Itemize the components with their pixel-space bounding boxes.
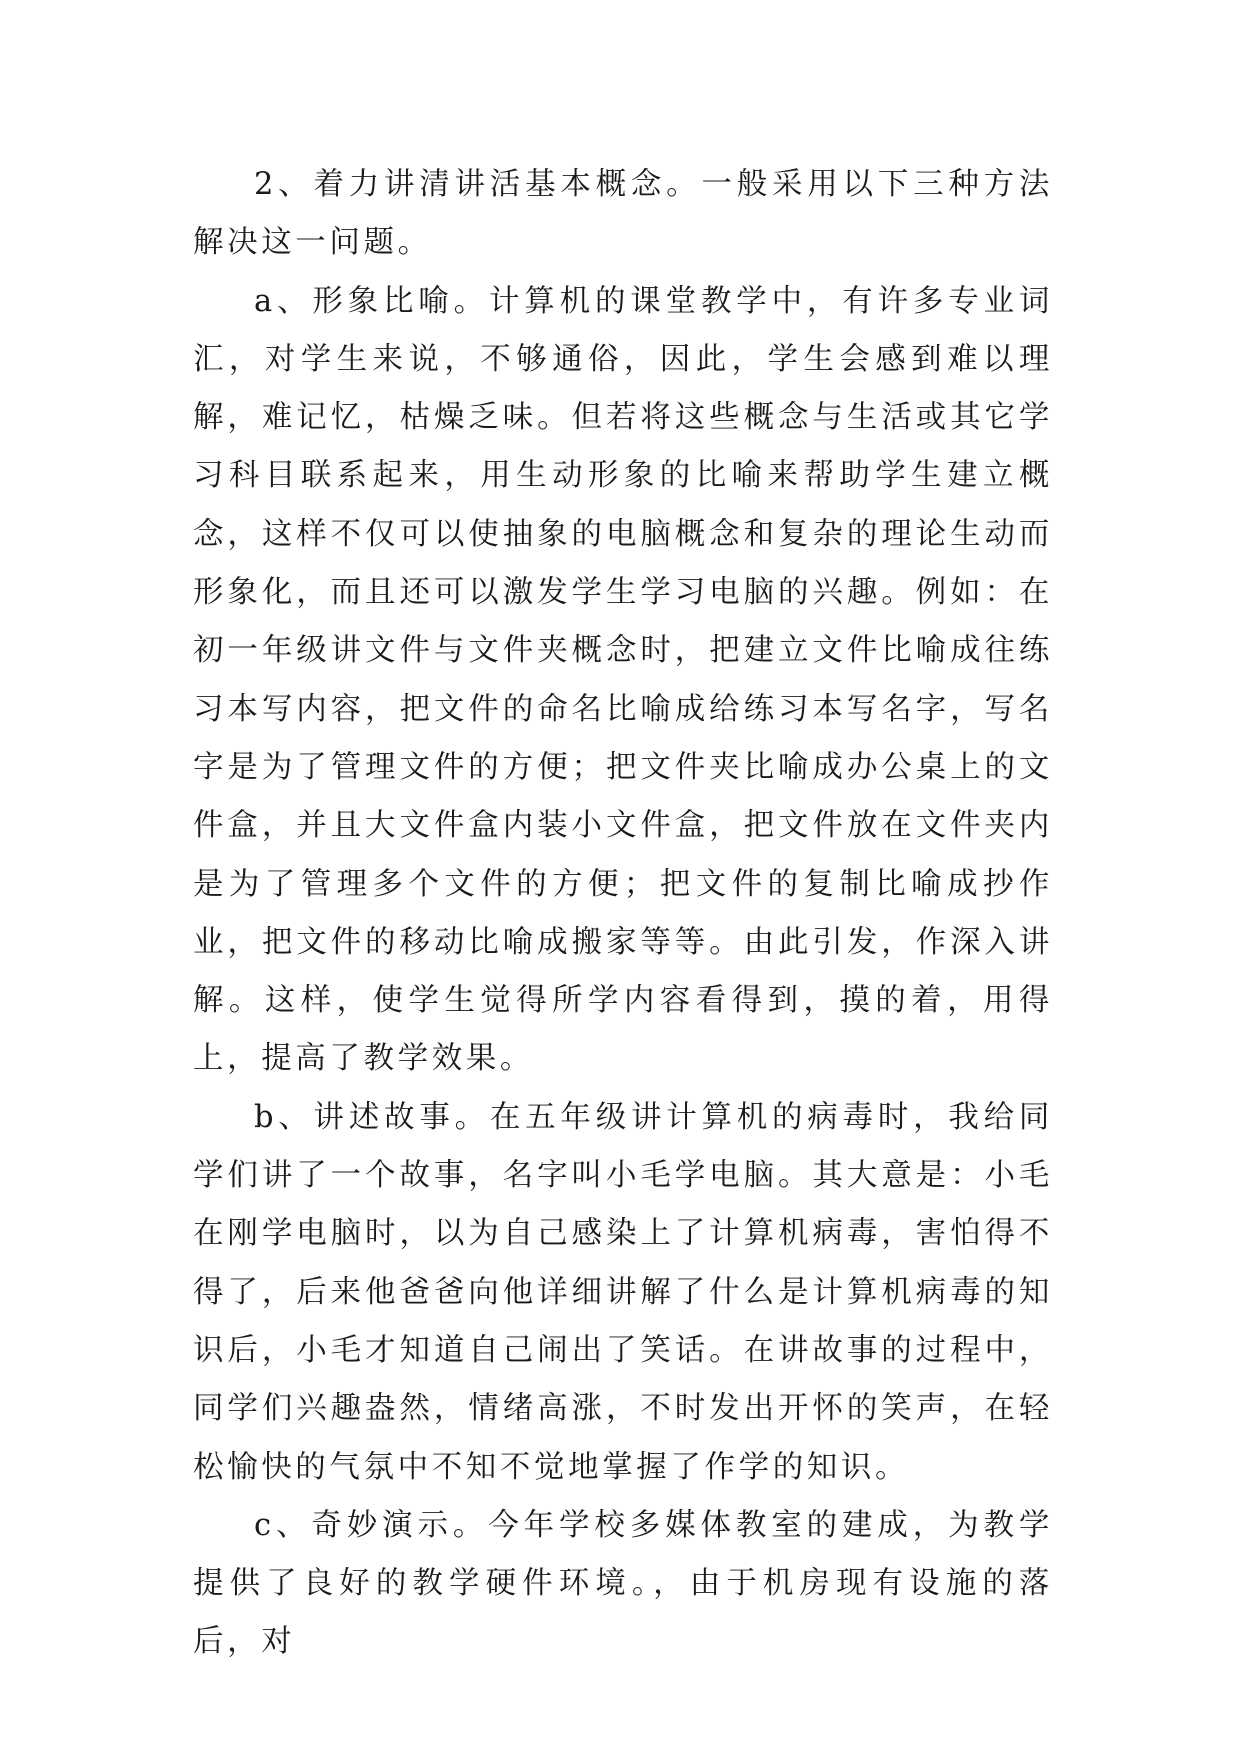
paragraph-storytelling: b、讲述故事。在五年级讲计算机的病毒时，我给同学们讲了一个故事，名字叫小毛学电脑。其大意是：小毛在刚学电脑时，以为自己感染上了计算机病毒，害怕得不得了，后来他爸爸向他详细讲解了什么是计算机病毒的知识后，小毛才知道自己闹出了笑话。在讲故事的过程中，同学们兴趣盎然，情绪高涨，不时发出开怀的笑声，在轻松愉快的气氛中不知不觉地掌握了作学的知识。 [193,1099,1053,1485]
paragraph-concepts-intro: 2、着力讲清讲活基本概念。一般采用以下三种方法解决这一问题。 [193,167,1053,261]
paragraph-metaphor: a、形象比喻。计算机的课堂教学中，有许多专业词汇，对学生来说，不够通俗，因此，学生会感到难以理解，难记忆，枯燥乏味。但若将这些概念与生活或其它学习科目联系起来，用生动形象的比喻来帮助学生建立概念，这样不仅可以使抽象的电脑概念和复杂的理论生动而形象化，而且还可以激发学生学习电脑的兴趣。例如：在初一年级讲文件与文件夹概念时，把建立文件比喻成往练习本写内容，把文件的命名比喻成给练习本写名字，写名字是为了管理文件的方便；把文件夹比喻成办公桌上的文件盒，并且大文件盒内装小文件盒，把文件放在文件夹内是为了管理多个文件的方便；把文件的复制比喻成抄作业，把文件的移动比喻成搬家等等。由此引发，作深入讲解。这样，使学生觉得所学内容看得到，摸的着，用得上，提高了教学效果。 [193,283,1053,1077]
document-body [193,156,1053,1672]
paragraph-demonstration: c、奇妙演示。今年学校多媒体教室的建成，为教学提供了良好的教学硬件环境。，由于机房现有设施的落后，对 [193,1507,1053,1660]
